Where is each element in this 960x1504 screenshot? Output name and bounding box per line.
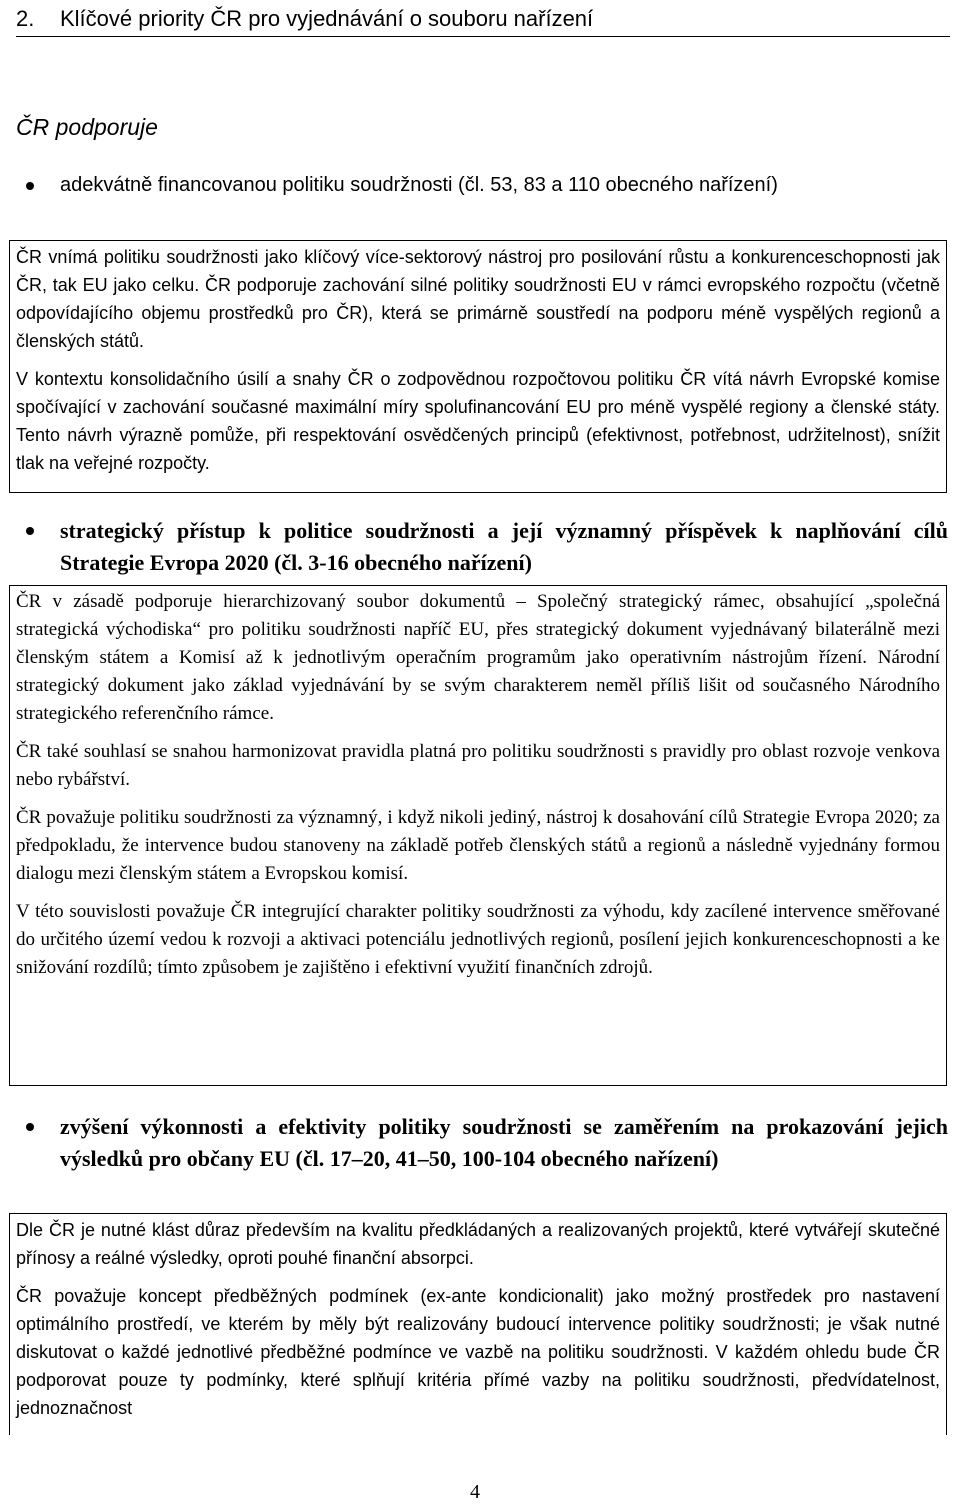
- text-box-performance: [9, 1213, 947, 1435]
- text-box-financing: [9, 240, 947, 493]
- paragraph: V kontextu konsolidačního úsilí a snahy ČR o zodpovědnou rozpočtovou politiku ČR vítá návrh Evropské komise spočívající v zachování současné maximální míry spolufinancování EU pro méně vyspělé regiony a členské státy. Tento návrh výrazně pomůže, při respektování osvědčených principů (efektivnost, potřebnost, udržitelnost), snížit tlak na veřejné rozpočty.: [16, 369, 940, 473]
- paragraph: ČR v zásadě podporuje hierarchizovaný soubor dokumentů – Společný strategický rámec, obsahující „společná strategická východiska“ pro politiku soudržnosti napříč EU, přes strategický dokument vyjednávaný bilaterálně mezi členským státem a Komisí až k jednotlivým operačním programům jako operativním nástrojům řízení. Národní strategický dokument jako základ vyjednávání by se svým charakterem neměl příliš lišit od současného Národního strategického referenčního rámce.: [16, 591, 940, 724]
- paragraph: ČR považuje politiku soudržnosti za významný, i když nikoli jediný, nástroj k dosahování cílů Strategie Evropa 2020; za předpokladu, že intervence budou stanoveny na základě potřeb členských států a regionů a následně vyjednány formou dialogu mezi členským státem a Evropskou komisí.: [16, 807, 940, 884]
- bullet-icon: [26, 1123, 34, 1131]
- paragraph: ČR považuje koncept předběžných podmínek (ex-ante kondicionalit) jako možný prostředek pro nastavení optimálního prostředí, ve kterém by měly být realizovány budoucí intervence politiky soudržnosti; je však nutné diskutovat o každé jednotlivé předběžné podmínce ve vazbě na politiku soudržnosti. V každém ohledu bude ČR podporovat pouze ty podmínky, které splňují kritéria přímé vazby na politiku soudržnosti, předvídatelnost, jednoznačnost: [16, 1286, 940, 1418]
- bullet-icon: [26, 527, 34, 535]
- section-number: 2.: [16, 6, 35, 31]
- paragraph: V této souvislosti považuje ČR integrující charakter politiky soudržnosti za výhodu, kdy zacílené intervence směřované do určitého území vedou k rozvoji a aktivaci potenciálu jednotlivých regionů, posílení jejich konkurenceschopnosti a ke snižování rozdílů; tímto způsobem je zajištěno i efektivní využití finančních zdrojů.: [16, 901, 940, 978]
- bullet-item-strategic-approach: [16, 515, 948, 579]
- paragraph: ČR vnímá politiku soudržnosti jako klíčový více-sektorový nástroj pro posilování růstu a konkurenceschopnosti jak ČR, tak EU jako celku. ČR podporuje zachování silné politiky soudržnosti EU v rámci evropského rozpočtu (včetně odpovídajícího objemu prostředků pro ČR), která se primárně soustředí na podporu méně vyspělých regionů a členských států.: [16, 247, 940, 351]
- bullet-icon: [26, 182, 34, 190]
- bullet-item-performance: [16, 1111, 948, 1175]
- paragraph: ČR také souhlasí se snahou harmonizovat pravidla platná pro politiku soudržnosti s pravidly pro oblast rozvoje venkova nebo rybářství.: [16, 741, 940, 790]
- text-box-strategic-approach: [9, 585, 947, 1086]
- bullet-text: adekvátně financovanou politiku soudržnosti (čl. 53, 83 a 110 obecného nařízení): [60, 174, 778, 196]
- paragraph: Dle ČR je nutné klást důraz především na kvalitu předkládaných a realizovaných projektů, které vytvářejí skutečné přínosy a reálné výsledky, oproti pouhé finanční absorpci.: [16, 1220, 940, 1268]
- section-title: Klíčové priority ČR pro vyjednávání o souboru nařízení: [60, 6, 594, 31]
- bullet-text: strategický přístup k politice soudržnosti a její významný příspěvek k naplňování cílů Strategie Evropa 2020 (čl. 3-16 obecného nařízení): [60, 518, 948, 575]
- section-heading: [16, 4, 950, 37]
- bullet-item-financing: [16, 170, 948, 200]
- bullet-text: zvýšení výkonnosti a efektivity politiky soudržnosti se zaměřením na prokazování jejich výsledků pro občany EU (čl. 17–20, 41–50, 100-104 obecného nařízení): [60, 1114, 948, 1171]
- subheading: ČR podporuje: [16, 114, 158, 140]
- page-number: 4: [470, 1481, 480, 1503]
